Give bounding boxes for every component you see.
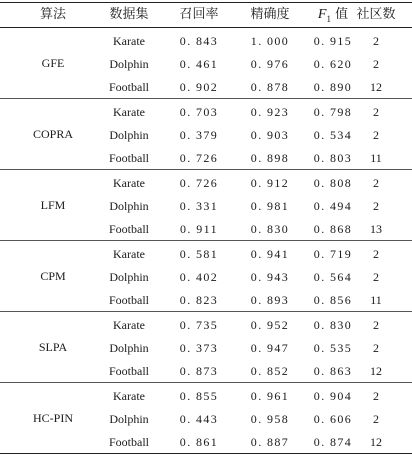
table-row <box>0 76 412 99</box>
cell-recall: 0. 735 <box>179 318 219 332</box>
cell-precision: 0. 893 <box>250 293 290 307</box>
cell-communities: 11 <box>370 151 382 165</box>
algorithm-name: SLPA <box>38 340 68 354</box>
table-row <box>0 289 412 312</box>
table-row <box>0 101 412 124</box>
cell-dataset: Karate <box>113 247 145 261</box>
cell-precision: 0. 952 <box>250 318 290 332</box>
cell-precision: 0. 912 <box>250 176 290 190</box>
cell-precision: 0. 923 <box>250 105 290 119</box>
header-f1-suffix: 值 <box>330 7 349 22</box>
header-recall: 召回率 <box>179 7 219 22</box>
cell-precision: 0. 976 <box>250 57 290 71</box>
cell-recall: 0. 402 <box>179 270 219 284</box>
cell-recall: 0. 855 <box>179 389 219 403</box>
header-f1-subscript: 1 <box>326 13 331 24</box>
cell-precision: 1. 000 <box>250 34 290 48</box>
table-row <box>0 53 412 76</box>
cell-dataset: Dolphin <box>109 270 149 284</box>
cell-dataset: Karate <box>113 34 145 48</box>
cell-recall: 0. 379 <box>179 128 219 142</box>
results-table <box>0 2 412 454</box>
algorithm-group <box>0 383 412 454</box>
cell-f1: 0. 915 <box>313 34 353 48</box>
table-row <box>0 360 412 383</box>
header-precision: 精确度 <box>250 7 290 22</box>
cell-communities: 2 <box>373 57 379 71</box>
table-row <box>0 408 412 431</box>
table-body <box>0 28 412 454</box>
cell-f1: 0. 863 <box>313 364 353 378</box>
cell-f1: 0. 904 <box>313 389 353 403</box>
cell-dataset: Dolphin <box>109 412 149 426</box>
cell-precision: 0. 887 <box>250 435 290 449</box>
algorithm-name: HC-PIN <box>32 411 73 425</box>
table-row <box>0 431 412 454</box>
cell-precision: 0. 852 <box>250 364 290 378</box>
cell-recall: 0. 726 <box>179 151 219 165</box>
table-row <box>0 30 412 53</box>
cell-dataset: Dolphin <box>109 341 149 355</box>
cell-recall: 0. 373 <box>179 341 219 355</box>
cell-dataset: Football <box>108 151 149 165</box>
table-row <box>0 337 412 360</box>
cell-precision: 0. 981 <box>250 199 290 213</box>
cell-f1: 0. 868 <box>313 222 353 236</box>
cell-communities: 2 <box>373 34 379 48</box>
algorithm-name: GFE <box>41 56 65 70</box>
cell-communities: 2 <box>373 341 379 355</box>
cell-f1: 0. 620 <box>313 57 353 71</box>
header-f1-letter: F <box>317 7 327 22</box>
cell-communities: 12 <box>370 364 382 378</box>
algorithm-name: COPRA <box>32 127 73 141</box>
cell-communities: 2 <box>373 318 379 332</box>
table-row <box>0 218 412 241</box>
cell-communities: 13 <box>370 222 382 236</box>
cell-precision: 0. 941 <box>250 247 290 261</box>
cell-dataset: Football <box>108 293 149 307</box>
cell-recall: 0. 911 <box>180 222 218 236</box>
cell-communities: 2 <box>373 412 379 426</box>
cell-precision: 0. 903 <box>250 128 290 142</box>
cell-precision: 0. 878 <box>250 80 290 94</box>
cell-f1: 0. 719 <box>313 247 353 261</box>
cell-dataset: Dolphin <box>109 128 149 142</box>
cell-communities: 2 <box>373 247 379 261</box>
cell-communities: 2 <box>373 270 379 284</box>
cell-f1: 0. 803 <box>313 151 353 165</box>
algorithm-group <box>0 170 412 241</box>
table-row <box>0 266 412 289</box>
header-dataset: 数据集 <box>109 7 149 22</box>
cell-dataset: Dolphin <box>109 199 149 213</box>
header-algorithm: 算法 <box>39 7 66 22</box>
cell-recall: 0. 726 <box>179 176 219 190</box>
algorithm-group <box>0 241 412 312</box>
cell-f1: 0. 606 <box>313 412 353 426</box>
cell-dataset: Football <box>108 435 149 449</box>
cell-f1: 0. 890 <box>313 80 353 94</box>
table-row <box>0 314 412 337</box>
algorithm-group <box>0 99 412 170</box>
cell-dataset: Football <box>108 364 149 378</box>
cell-dataset: Football <box>108 80 149 94</box>
cell-f1: 0. 534 <box>313 128 353 142</box>
cell-recall: 0. 873 <box>179 364 219 378</box>
cell-communities: 12 <box>370 435 382 449</box>
cell-dataset: Dolphin <box>109 57 149 71</box>
cell-recall: 0. 823 <box>179 293 219 307</box>
cell-communities: 2 <box>373 389 379 403</box>
cell-dataset: Karate <box>113 105 145 119</box>
table-row <box>0 243 412 266</box>
cell-recall: 0. 443 <box>179 412 219 426</box>
algorithm-name: LFM <box>40 198 66 212</box>
cell-precision: 0. 947 <box>250 341 290 355</box>
cell-recall: 0. 461 <box>179 57 219 71</box>
cell-f1: 0. 830 <box>313 318 353 332</box>
cell-f1: 0. 874 <box>313 435 353 449</box>
cell-recall: 0. 331 <box>179 199 219 213</box>
cell-f1: 0. 856 <box>313 293 353 307</box>
cell-f1: 0. 808 <box>313 176 353 190</box>
algorithm-name: CPM <box>40 269 66 283</box>
cell-precision: 0. 830 <box>250 222 290 236</box>
cell-dataset: Karate <box>113 176 145 190</box>
cell-communities: 11 <box>370 293 382 307</box>
cell-precision: 0. 958 <box>250 412 290 426</box>
cell-dataset: Football <box>108 222 149 236</box>
cell-f1: 0. 494 <box>313 199 353 213</box>
cell-f1: 0. 564 <box>313 270 353 284</box>
cell-recall: 0. 581 <box>179 247 219 261</box>
cell-precision: 0. 961 <box>250 389 290 403</box>
cell-communities: 2 <box>373 128 379 142</box>
table-row <box>0 147 412 170</box>
cell-recall: 0. 843 <box>179 34 219 48</box>
cell-communities: 12 <box>370 80 382 94</box>
cell-precision: 0. 898 <box>250 151 290 165</box>
cell-dataset: Karate <box>113 389 145 403</box>
table-row <box>0 195 412 218</box>
table-header <box>0 2 412 28</box>
cell-recall: 0. 703 <box>179 105 219 119</box>
cell-recall: 0. 902 <box>179 80 219 94</box>
header-communities: 社区数 <box>356 7 396 22</box>
cell-f1: 0. 535 <box>313 341 353 355</box>
table-row <box>0 172 412 195</box>
table-row <box>0 385 412 408</box>
cell-precision: 0. 943 <box>250 270 290 284</box>
cell-dataset: Karate <box>113 318 145 332</box>
table-row <box>0 124 412 147</box>
cell-recall: 0. 861 <box>179 435 219 449</box>
algorithm-group <box>0 28 412 99</box>
cell-communities: 2 <box>373 199 379 213</box>
cell-communities: 2 <box>373 176 379 190</box>
cell-f1: 0. 798 <box>313 105 353 119</box>
algorithm-group <box>0 312 412 383</box>
cell-communities: 2 <box>373 105 379 119</box>
